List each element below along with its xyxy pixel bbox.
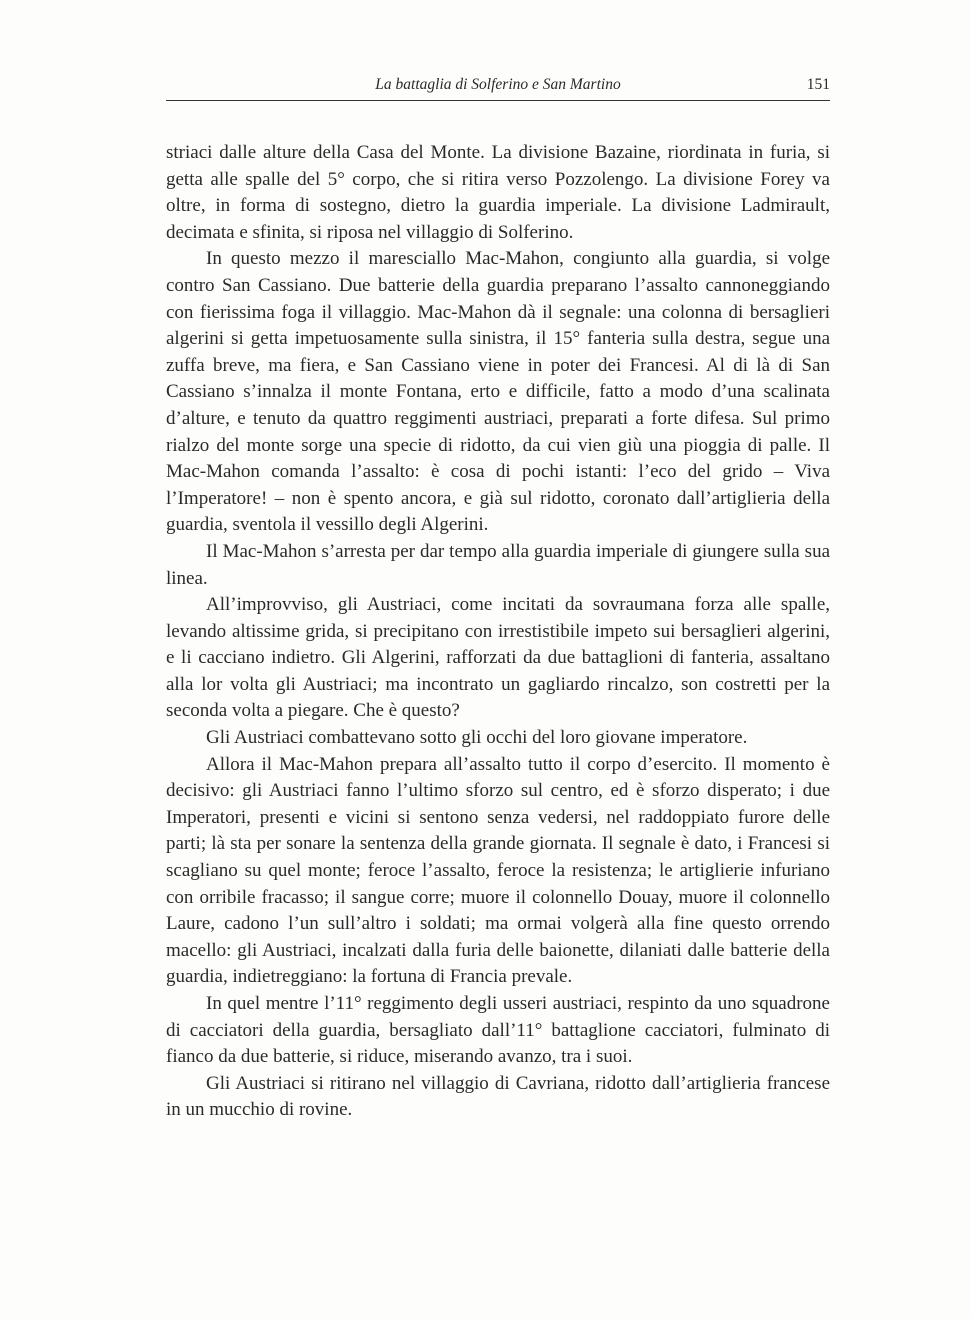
- running-header: [166, 74, 830, 96]
- body-text: [166, 140, 830, 1124]
- paragraph: Gli Austriaci combattevano sotto gli occhi del loro giovane imperatore.: [206, 727, 748, 749]
- paragraph: In quel mentre l’11° reggimento degli usseri austriaci, respinto da uno squadrone di cacciatori della guardia, bersagliato dall’11° battaglione cacciatori, fulminato di fianco da due batterie, si riduce, miserando avanzo, tra i suoi.: [166, 993, 830, 1068]
- header-divider: [166, 100, 830, 101]
- paragraph: Allora il Mac-Mahon prepara all’assalto tutto il corpo d’esercito. Il momento è decisivo: gli Austriaci fanno l’ultimo sforzo sul centro, ed è sforzo disperato; i due Imperatori, presenti e vicini si sentono senza vedersi, nel raddoppiato furore delle parti; là sta per sonare la sentenza della grande giornata. Il segnale è dato, i Francesi si scagliano su quel monte; feroce l’assalto, feroce la resistenza; le artiglierie infuriano con orribile fracasso; il sangue corre; muore il colonnello Douay, muore il colonnello Laure, cadono l’un sull’altro i soldati; ma ormai volgerà alla fine questo orrendo macello: gli Austriaci, incalzati dalla furia delle baionette, dilaniati dalle batterie della guardia, indietreggiano: la fortuna di Francia prevale.: [166, 753, 830, 988]
- paragraph: Il Mac-Mahon s’arresta per dar tempo alla guardia imperiale di giungere sulla sua linea.: [166, 540, 830, 589]
- paragraph: All’improvviso, gli Austriaci, come incitati da sovraumana forza alle spalle, levando altissime grida, si precipitano con irrestistibile impeto sui bersaglieri algerini, e li cacciano indietro. Gli Algerini, rafforzati da due battaglioni di fanteria, assaltano alla lor volta gli Austriaci; ma incontrato un gagliardo rincalzo, son costretti per la seconda volta a piegare. Che è questo?: [166, 594, 830, 722]
- paragraph: Gli Austriaci si ritirano nel villaggio di Cavriana, ridotto dall’artiglieria francese in un mucchio di rovine.: [166, 1072, 830, 1121]
- header-title: La battaglia di Solferino e San Martino: [375, 76, 621, 93]
- paragraph: In questo mezzo il maresciallo Mac-Mahon, congiunto alla guardia, si volge contro San Cassiano. Due batterie della guardia preparano l’assalto cannoneggiando con fierissima foga il villaggio. Mac-Mahon dà il segnale: una colonna di bersaglieri algerini si getta impetuosamente sulla sinistra, il 15° fanteria sulla destra, segue una zuffa breve, ma fiera, e San Cassiano viene in poter dei Francesi. Al di là di San Cassiano s’innalza il monte Fontana, erto e difficile, fatto a modo d’una scalinata d’alture, e tenuto da quattro reggimenti austriaci, preparati a forte difesa. Sul primo rialzo del monte sorge una specie di ridotto, da cui vien giù una pioggia di palle. Il Mac-Mahon comanda l’assalto: è cosa di pochi istanti: l’eco del grido – Viva l’Imperatore! – non è spento ancora, e già sul ridotto, coronato dall’artiglieria della guardia, sventola il vessillo degli Algerini.: [166, 248, 830, 536]
- paragraph: striaci dalle alture della Casa del Monte. La divisione Bazaine, riordinata in furia, si getta alle spalle del 5° corpo, che si ritira verso Pozzolengo. La divisione Forey va oltre, in forma di sostegno, dietro la guardia imperiale. La divisione Ladmirault, decimata e sfinita, si riposa nel villaggio di Solferino.: [166, 142, 830, 243]
- page-number: 151: [806, 76, 830, 93]
